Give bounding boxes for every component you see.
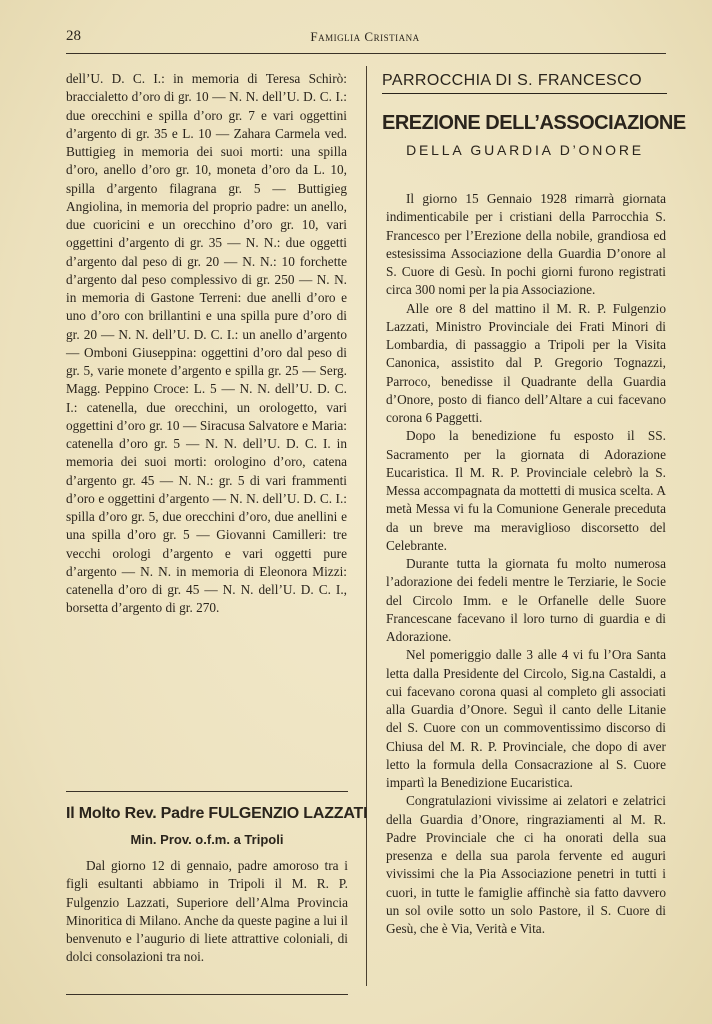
article-subtitle: Min. Prov. o.f.m. a Tripoli — [130, 832, 284, 847]
section-rule-top — [66, 791, 348, 792]
article-body — [66, 857, 348, 967]
article-paragraph: Dal giorno 12 di gennaio, padre amoroso tra i figli esultanti abbiamo in Tripoli il M. R. P. Fulgenzio Lazzati, Superiore dell’Alma Provincia Minoritica di Milano. Anche da queste pagine a lui il benvenuto e l’augurio di liete attrattive coloniali, di dolci consolazioni tra noi. — [66, 858, 348, 965]
parish-heading: PARROCCHIA DI S. FRANCESCO — [382, 72, 642, 89]
article-title: Il Molto Rev. Padre FULGENZIO LAZZATI — [66, 805, 368, 822]
article-headline: EREZIONE DELL’ASSOCIAZIONE — [382, 112, 686, 134]
page-header — [66, 28, 664, 48]
paragraph: Il giorno 15 Gennaio 1928 rimarrà giornata indimenticabile per i cristiani della Parrocchia S. Francesco per l’Erezione della nobile, grandiosa ed estesissima Associazione della Guardia D’onore al S. Cuore di Gesù. In pochi giorni furono registrati circa 300 nomi per la pia Associazione. — [386, 191, 666, 298]
parish-heading-rule — [382, 93, 667, 94]
paragraph: Durante tutta la giornata fu molto numerosa l’adorazione dei fedeli mentre le Terziarie, le Socie del Circolo Imm. e le Orfanelle delle Suore Francescane facevano il loro turno di guardia e di Adorazione. — [386, 556, 666, 644]
donations-list — [66, 70, 347, 618]
section-rule-bottom — [66, 994, 348, 995]
column-divider — [366, 66, 367, 986]
paragraph: Congratulazioni vivissime ai zelatori e zelatrici della Guardia d’Onore, ringraziamenti al M. R. Padre Provinciale che ci ha onorati della sua presenza e della sua parola fervente ed auguri vivissimi che la Pia Associazione penetri in tutti i cuori, in tutte le famiglie affinchè sia fatto davvero un sol ovile sotto un solo Pastore, il S. Cuore di Gesù, che è Via, Verità e Vita. — [386, 793, 666, 936]
header-rule — [66, 53, 666, 54]
page-number: 28 — [66, 28, 81, 44]
parish-article-body — [386, 190, 666, 938]
paragraph: Dopo la benedizione fu esposto il SS. Sacramento per la giornata di Adorazione Eucaristica. Il M. R. P. Provinciale celebrò la S. Messa accompagnata da mottetti di musica scelta. A metà Messa vi fu la Comunione Generale preceduta da un breve ma meraviglioso discorsetto del Celebrante. — [386, 428, 666, 553]
article-subheadline: DELLA GUARDIA D’ONORE — [406, 142, 644, 158]
running-title: Famiglia Cristiana — [310, 29, 420, 44]
paragraph: Alle ore 8 del mattino il M. R. P. Fulgenzio Lazzati, Ministro Provinciale dei Frati Minori di Lombardia, di passaggio a Tripoli per la Visita Canonica, assistito dal P. Gregorio Tognazzi, Parroco, benedisse il Quadrante della Guardia d’Onore, posto di fianco dell’Altare a cui facevano corona 6 Paggetti. — [386, 300, 666, 425]
donations-text: dell’U. D. C. I.: in memoria di Teresa Schirò: braccialetto d’oro di gr. 10 — N. N. dell’U. D. C. I.: due orecchini e spilla d’oro gr. 7 e vari oggettini d’argento di gr. 35 e L. 10 — Zahara Carmela ved. Buttigieg in memoria dei suoi morti: una spilla d’oro, anello d’oro gr. 10, moneta d’oro da L. 10, spilla d’argento filagrana gr. 5 — Buttigieg Angiolina, in memoria del proprio padre: un anello, due cuoricini e un orecchino d’oro gr. 10, vari oggettini d’argento di gr. 35 — N. N.: due oggetti d’argento dal peso di gr. 20 — N. N.: 10 forchette d’argento dal peso complessivo di gr. 250 — N. N. in memoria di Gastone Terreni: due anelli d’oro e uno d’oro con brillantini e una spilla pure d’oro di gr. 20 — N. N. dell’U. D. C. I.: un anello d’argento — Omboni Giuseppina: oggettini d’oro dal peso di gr. 5, varie monete d’argento e spilla gr. 25 — Serg. Magg. Peppino Croce: L. 5 — N. N. dell’U. D. C. I.: catenella, due orecchini, un orologetto, vari oggettini d’oro gr. 10 — Siracusa Salvatore e Maria: catenella d’oro gr. 5 — N. N. dell’U. D. C. I. in memoria dei suoi morti: orologino d’oro, catena d’argento gr. 45 — N. N.: gr. 5 di vari frammenti d’oro e oggettini d’argento — N. N. dell’U. D. C. I.: spilla d’oro gr. 5, due orecchini d’oro, due anellini e una spilla d’oro gr. 5 — Giovanni Camilleri: tre vecchi orologi d’argento e vari oggetti pure d’argento — N. N. in memoria di Eleonora Mizzi: catenella d’oro di gr. 45 — N. N. dell’U. D. C. I., borsetta d’argento di gr. 270. — [66, 71, 347, 616]
paragraph: Nel pomeriggio dalle 3 alle 4 vi fu l’Ora Santa letta dalla Presidente del Circolo, Sig.na Castaldi, a cui facevano corona quasi al completo gli associati alla Guardia d’Onore. Seguì il canto delle Litanie del S. Cuore con un commoventissimo discorso di Chiusa del M. R. P. Provinciale, che dopo di aver letto la formula della Consacrazione al S. Cuore impartì la Benedizione Eucaristica. — [386, 647, 666, 790]
